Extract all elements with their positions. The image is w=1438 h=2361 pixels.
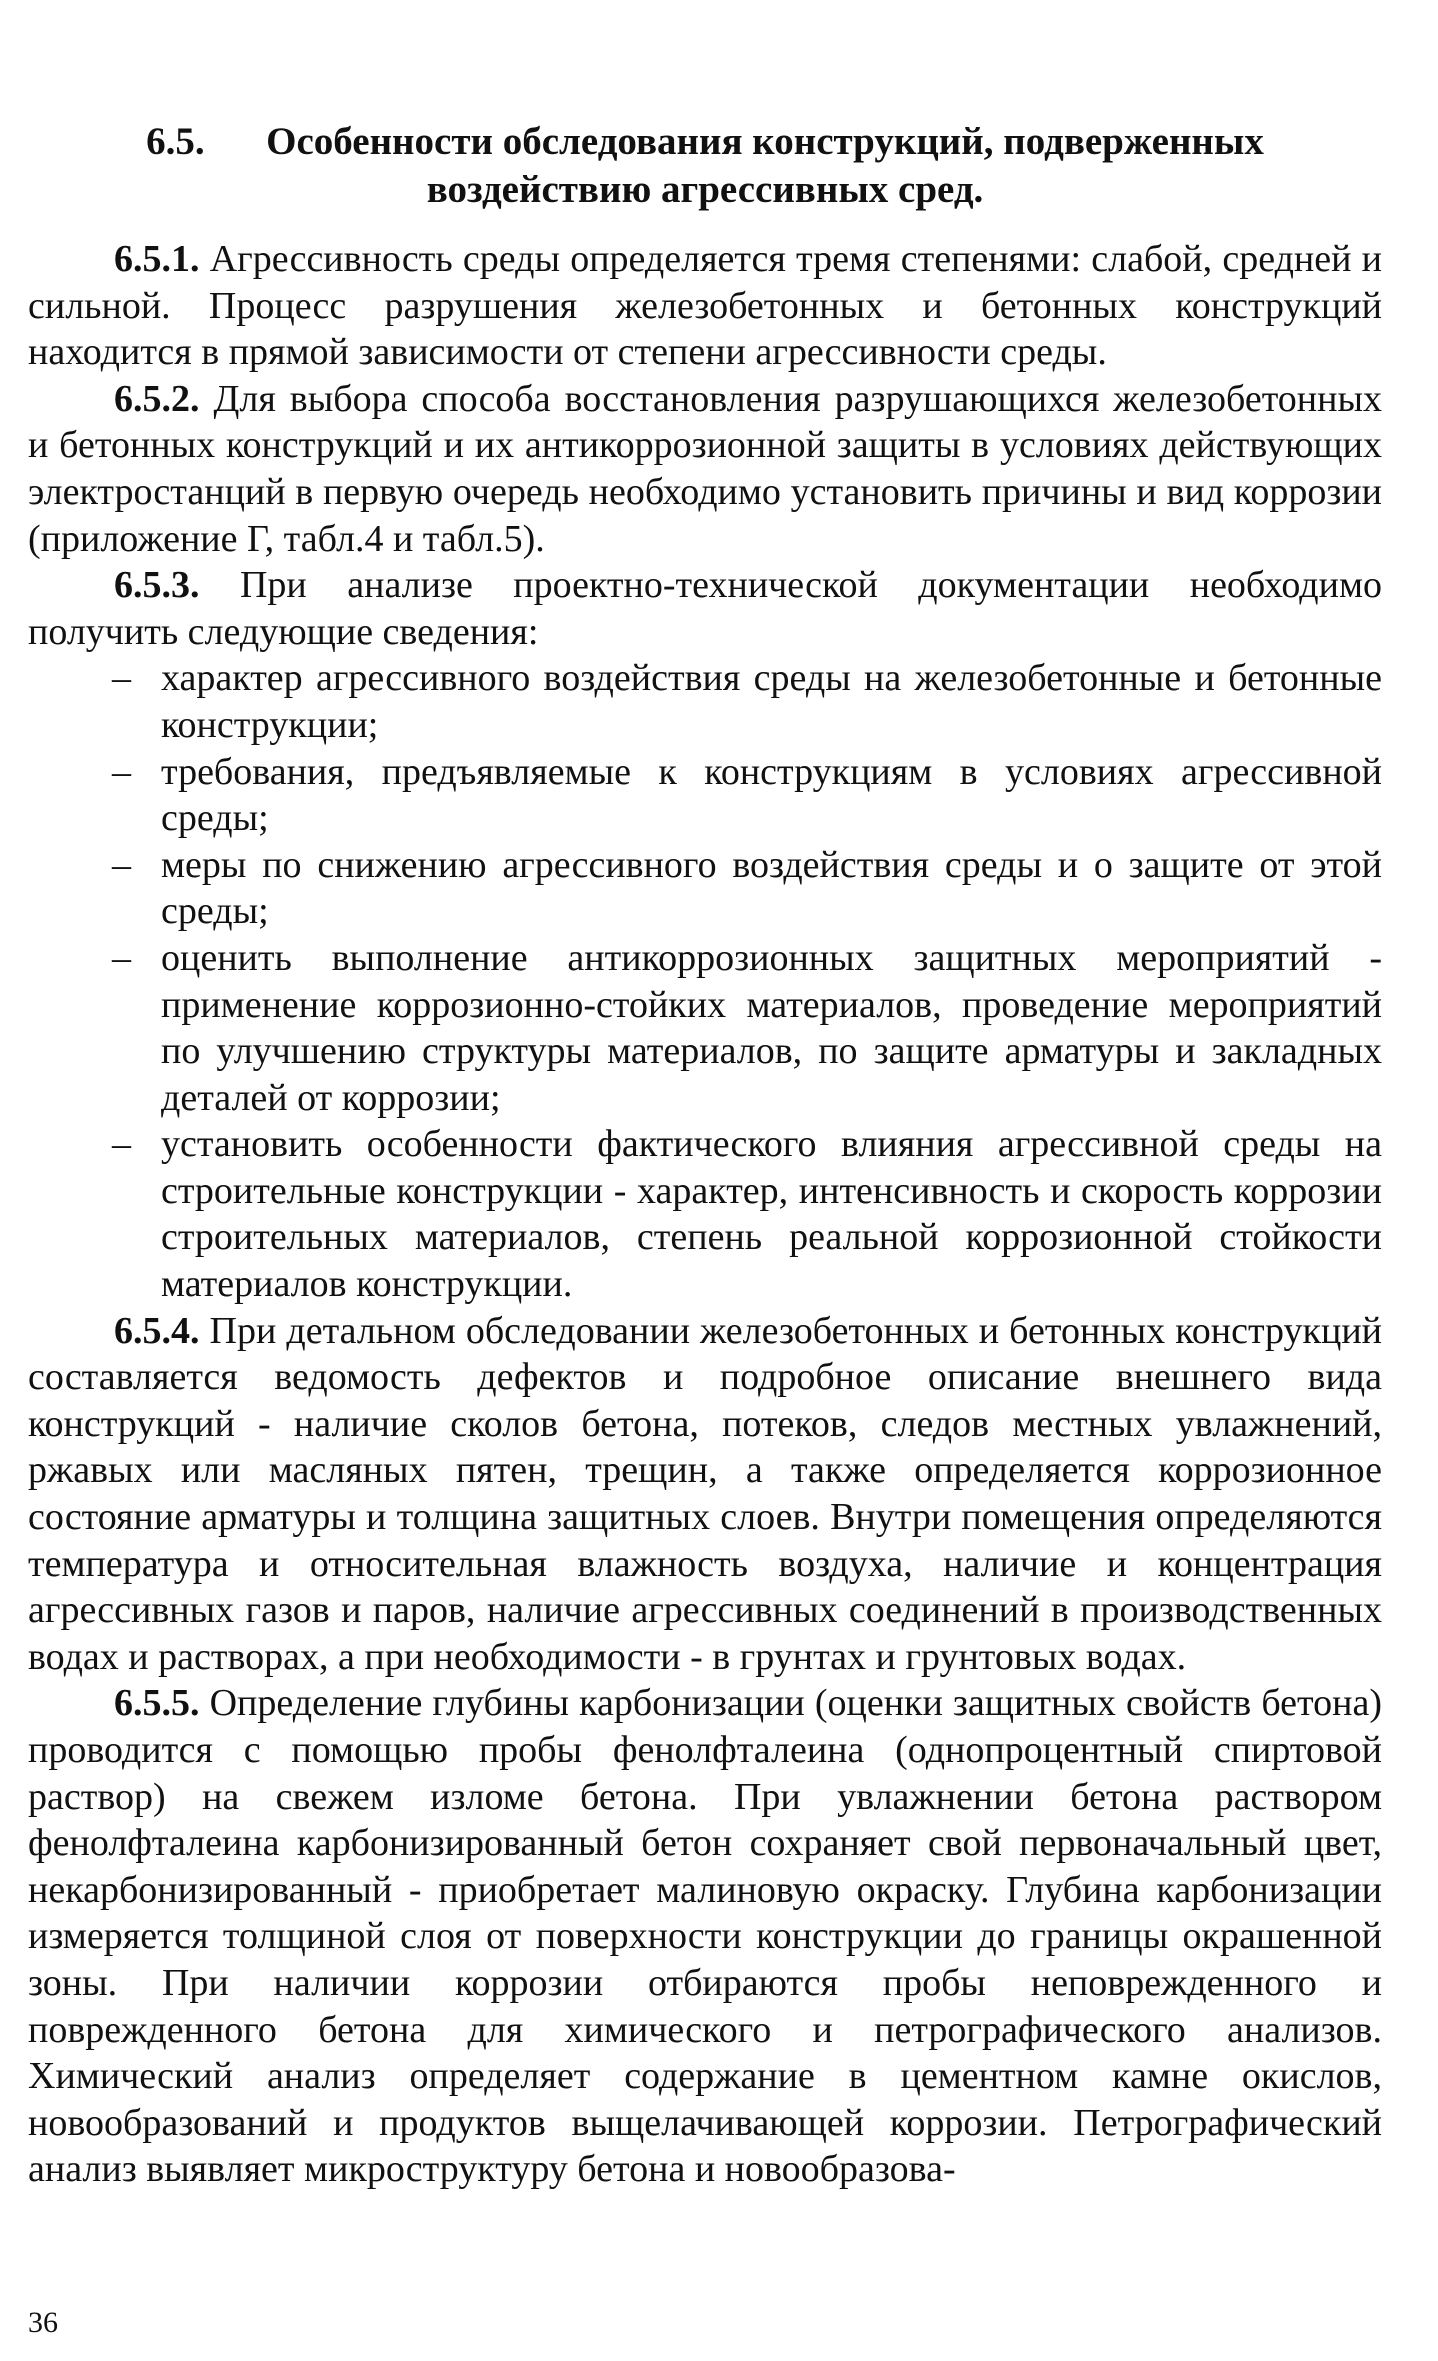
- list-item-text: характер агрессивного воздействия среды на железобетонные и бетонные конструкции;: [161, 657, 1382, 746]
- paragraph-text: Для выбора способа восстановления разрушающихся железобетонных и бетонных конструкций и их антикоррозионной защиты в условиях действующих электростанций в первую очередь необходимо установить причины и вид коррозии (приложение Г, табл.4 и табл.5).: [28, 377, 1383, 560]
- paragraph-text: Агрессивность среды определяется тремя степенями: слабой, средней и сильной. Процесс разрушения железобетонных и бетонных конструкций находится в прямой зависимости от степени агрессивности среды.: [28, 238, 1382, 374]
- list-item: [28, 1121, 1382, 1307]
- paragraph-text: При детальном обследовании железобетонных и бетонных конструкций составляется ведомость дефектов и подробное описание внешнего вида конструкций - наличие сколов бетона, потеков, следов местных увлажнений, ржавых или масляных пятен, трещин, а также определяется коррозионное состояние арматуры и толщина защитных слоев. Внутри помещения определяются температура и относительная влажность воздуха, наличие и концентрация агрессивных газов и паров, наличие агрессивных соединений в производственных водах и растворах, а при необходимости - в грунтах и грунтовых водах.: [28, 1309, 1382, 1678]
- paragraph-number: 6.5.5.: [114, 1682, 200, 1725]
- list-item: [28, 655, 1382, 748]
- paragraph-6-5-5: [28, 1680, 1382, 2193]
- dash-marker: –: [112, 1123, 131, 1166]
- paragraph-6-5-2: [28, 376, 1382, 562]
- list-item-text: меры по снижению агрессивного воздействия среды и о защите от этой среды;: [161, 843, 1382, 933]
- paragraph-number: 6.5.4.: [114, 1309, 200, 1352]
- paragraph-number: 6.5.3.: [114, 564, 200, 607]
- list-item-text: оценить выполнение антикоррозионных защитных мероприятий - применение коррозионно-стойких материалов, проведение мероприятий по улучшению структуры материалов, по защите арматуры и закладных деталей от коррозии;: [161, 936, 1382, 1119]
- list-item: [28, 935, 1382, 1121]
- list-item: [28, 749, 1382, 842]
- page-number: 36: [28, 2306, 58, 2339]
- section-title-line1: Особенности обследования конструкций, подверженных: [266, 120, 1264, 163]
- dash-marker: –: [112, 657, 131, 700]
- paragraph-number: 6.5.2.: [114, 377, 200, 420]
- dash-marker: –: [112, 750, 131, 793]
- section-heading: [28, 118, 1382, 214]
- list-item-text: установить особенности фактического влияния агрессивной среды на строительные конструкции - характер, интенсивность и скорость коррозии строительных материалов, степень реальной коррозионной стойкости материалов конструкции.: [161, 1123, 1382, 1306]
- dash-marker: –: [112, 936, 131, 979]
- section-number: 6.5.: [146, 120, 205, 163]
- dash-marker: –: [112, 843, 131, 886]
- list-item-text: требования, предъявляемые к конструкциям в условиях агрессивной среды;: [161, 750, 1382, 840]
- section-title-line2: воздействию агрессивных сред.: [426, 168, 984, 211]
- list-item: [28, 842, 1382, 935]
- paragraph-text: Определение глубины карбонизации (оценки защитных свойств бетона) проводится с помощью пробы фенолфталеина (однопроцентный спиртовой раствор) на свежем изломе бетона. При увлажнении бетона раствором фенолфталеина карбонизированный бетон сохраняет свой первоначальный цвет, некарбонизированный - приобретает малиновую окраску. Глубина карбонизации измеряется толщиной слоя от поверхности конструкции до границы окрашенной зоны. При наличии коррозии отбираются пробы неповрежденного и поврежденного бетона для химического и петрографического анализов. Химический анализ определяет содержание в цементном камне окислов, новообразований и продуктов выщелачивающей коррозии. Петрографический анализ выявляет микроструктуру бетона и новообразова-: [28, 1682, 1382, 2191]
- requirements-list: [28, 655, 1382, 1307]
- paragraph-number: 6.5.1.: [114, 238, 200, 280]
- paragraph-6-5-4: [28, 1308, 1382, 1681]
- paragraph-text: При анализе проектно-технической документации необходимо получить следующие сведения:: [28, 564, 1382, 653]
- paragraph-6-5-3: [28, 562, 1382, 655]
- paragraph-6-5-1: [28, 236, 1382, 376]
- document-page: [28, 118, 1382, 2193]
